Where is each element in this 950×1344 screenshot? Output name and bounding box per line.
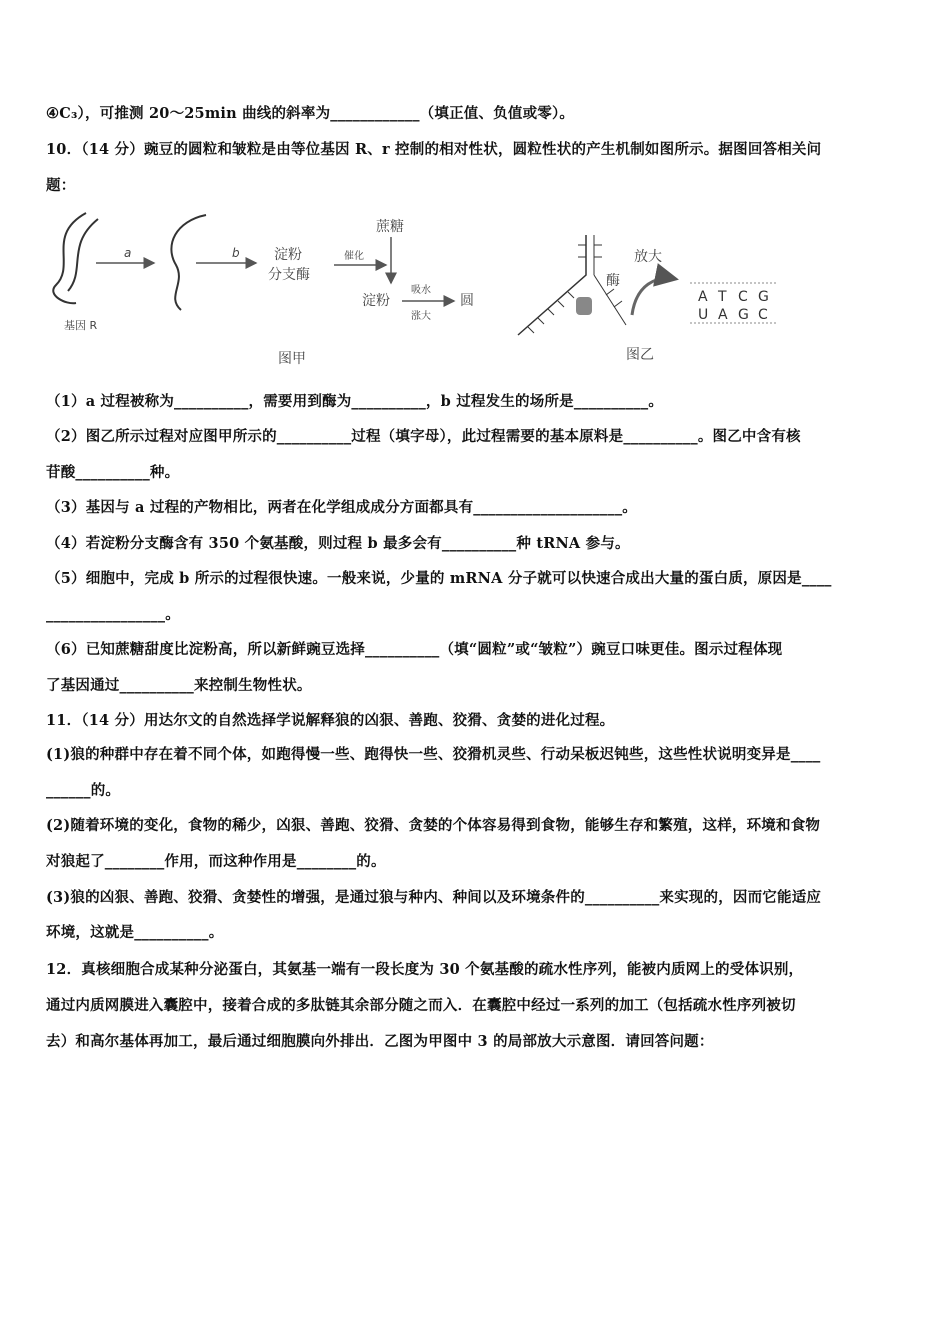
enzyme-label-line1: 淀粉	[274, 247, 302, 263]
figure-svg	[46, 205, 906, 375]
magnify-arrow-icon	[632, 278, 676, 315]
base-bottom-2: A	[718, 307, 728, 323]
base-top-2: T	[718, 289, 727, 305]
question-10-stem: 10．（14 分）豌豆的圆粒和皱粒是由等位基因 R、r 控制的相对性状，圆粒性状的产生机制如图所示。据图回答相关问	[46, 141, 822, 158]
q11-part-1-cont: ______的。	[46, 782, 121, 799]
figure-yi-caption: 图乙	[626, 347, 654, 363]
arrow-a-label: a	[124, 246, 132, 260]
absorb-label: 吸水	[411, 285, 431, 296]
q11-part-2-cont: 对狼起了________作用，而这种作用是________的。	[46, 853, 386, 870]
round-label: 圆	[460, 293, 474, 309]
arrow-b-label: b	[232, 246, 240, 260]
figure-jia-yi	[46, 205, 906, 375]
question-10-stem-cont: 题：	[46, 177, 76, 194]
q10-part-6-cont: 了基因通过__________来控制生物性状。	[46, 677, 312, 694]
question-12-stem-2: 通过内质网膜进入囊腔中，接着合成的多肽链其余部分随之而入．在囊腔中经过一系列的加工（包括疏水性序列被切	[46, 997, 796, 1014]
line-1: ④C₃），可推测 20～25min 曲线的斜率为____________（填正值、负值或零）。	[46, 105, 575, 122]
q10-part-5-cont: ________________。	[46, 606, 180, 623]
q11-part-2: (2)随着环境的变化，食物的稀少，凶狠、善跑、狡猾、贪婪的个体容易得到食物，能够生存和繁殖，这样，环境和食物	[46, 817, 821, 834]
starch-label: 淀粉	[362, 293, 390, 309]
q10-part-2-cont: 苷酸__________种。	[46, 464, 180, 481]
base-top-3: C	[738, 289, 748, 305]
sucrose-label: 蔗糖	[376, 219, 404, 235]
rna-polymerase-icon	[576, 297, 592, 315]
figure-jia-caption: 图甲	[278, 351, 306, 367]
base-bottom-3: G	[738, 307, 749, 323]
catalyze-label: 催化	[344, 251, 364, 262]
gene-r-dna-strand2-icon	[68, 219, 98, 291]
swell-label: 涨大	[411, 311, 431, 322]
gene-r-label: 基因 R	[64, 319, 98, 332]
dna-strand-icon	[518, 235, 586, 335]
base-top-4: G	[758, 289, 769, 305]
q10-part-2: （2）图乙所示过程对应图甲所示的__________过程（填字母），此过程需要的基本原料是__________。图乙中含有核	[46, 428, 801, 445]
question-12-stem: 12．真核细胞合成某种分泌蛋白，其氨基一端有一段长度为 30 个氨基酸的疏水性序列，能被内质网上的受体识别，	[46, 961, 804, 978]
base-top-1: A	[698, 289, 708, 305]
q11-part-3: (3)狼的凶狠、善跑、狡猾、贪婪性的增强，是通过狼与种内、种间以及环境条件的__________来实现的，因而它能适应	[46, 889, 822, 906]
q10-part-6: （6）已知蔗糖甜度比淀粉高，所以新鲜豌豆选择__________（填“圆粒”或“皱粒”）豌豆口味更佳。图示过程体现	[46, 641, 783, 658]
q10-part-5: （5）细胞中，完成 b 所示的过程很快速。一般来说，少量的 mRNA 分子就可以快速合成出大量的蛋白质，原因是____	[46, 570, 832, 587]
magnify-label: 放大	[634, 249, 662, 265]
q11-part-1: (1)狼的种群中存在着不同个体，如跑得慢一些、跑得快一些、狡猾机灵些、行动呆板迟钝些，这些性状说明变异是____	[46, 746, 821, 763]
question-12-stem-3: 去）和高尔基体再加工，最后通过细胞膜向外排出．乙图为甲图中 3 的局部放大示意图．请回答问题：	[46, 1033, 714, 1050]
base-bottom-4: C	[758, 307, 768, 323]
enzyme-yi-label: 酶	[606, 273, 620, 289]
q10-part-1: （1）a 过程被称为__________，需要用到酶为__________，b 过程发生的场所是__________。	[46, 393, 664, 410]
q10-part-4: （4）若淀粉分支酶含有 350 个氨基酸，则过程 b 最多会有__________种 tRNA 参与。	[46, 535, 630, 552]
q11-part-3-cont: 环境，这就是__________。	[46, 924, 224, 941]
question-11-stem: 11．（14 分）用达尔文的自然选择学说解释狼的凶狠、善跑、狡猾、贪婪的进化过程。	[46, 712, 615, 729]
base-bottom-1: U	[698, 307, 709, 323]
q10-part-3: （3）基因与 a 过程的产物相比，两者在化学组成成分方面都具有____________________。	[46, 499, 637, 516]
enzyme-label-line2: 分支酶	[268, 267, 310, 283]
